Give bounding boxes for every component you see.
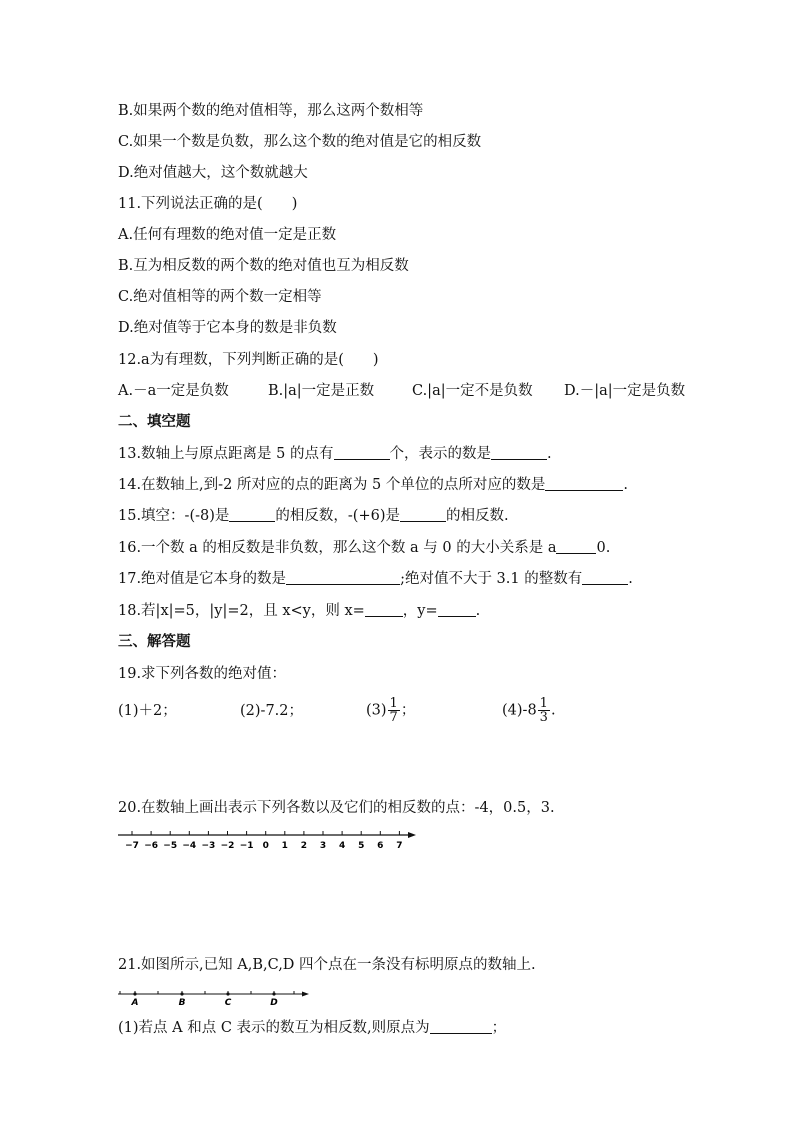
q18-blank-x[interactable] (365, 602, 403, 617)
q19-item-4-denominator: 3 (539, 710, 548, 725)
q17-text-1: 17.绝对值是它本身的数是 (118, 571, 287, 587)
q19-item-3 (366, 697, 502, 724)
q20-number-line[interactable] (110, 826, 430, 856)
q20-axis-label: 2 (300, 841, 308, 851)
q12-option-d: D.－|a|一定是负数 (564, 383, 686, 399)
q19-item-3-suffix: ； (400, 702, 416, 719)
q21-point-label-c: C (224, 998, 232, 1008)
q16-text-1: 16.一个数 a 的相反数是非负数，那么这个数 a 与 0 的大小关系是 a (118, 540, 557, 556)
q14 (118, 475, 628, 495)
q15-text-2: 的相反数，-(+6)是 (275, 508, 400, 524)
q11-stem: 11.下列说法正确的是( ) (118, 196, 298, 212)
q20-axis-label: 7 (396, 841, 403, 851)
q20-axis-label: −4 (182, 841, 197, 851)
q19-item-4-suffix: . (550, 702, 556, 719)
q21-number-line (116, 986, 316, 1008)
q10-option-c: C.如果一个数是负数，那么这个数的绝对值是它的相反数 (118, 134, 482, 150)
q19-item-1: (1)＋2； (118, 702, 177, 719)
q19-item-3-denominator: 7 (389, 710, 398, 725)
q21-part-1-text-2: ； (491, 1020, 507, 1036)
section-answer-heading: 三、解答题 (118, 634, 191, 650)
q20-axis-label: 4 (338, 841, 346, 851)
q16 (118, 538, 610, 558)
q13 (118, 444, 552, 464)
q17 (118, 569, 633, 589)
q13-blank-1[interactable] (334, 445, 390, 460)
q18-blank-y[interactable] (438, 602, 476, 617)
q19-item-3-fraction (388, 697, 400, 724)
q20-stem: 20.在数轴上画出表示下列各数以及它们的相反数的点：-4，0.5，3. (118, 800, 555, 816)
q19-item-4-numerator: 1 (539, 696, 548, 711)
q20-axis-label: −7 (125, 841, 139, 851)
q20-axis-label: 0 (262, 841, 269, 851)
q21-point-label-b: B (178, 998, 186, 1008)
q21-point-b (180, 992, 183, 995)
q21-point-d (272, 992, 275, 995)
q15-text-3: 的相反数. (446, 508, 509, 524)
q12-option-c: C.|a|一定不是负数 (412, 383, 533, 399)
q20-axis-label: 5 (358, 841, 365, 851)
q14-text-2: . (623, 477, 628, 493)
section-fill-in-heading: 二、填空题 (118, 414, 191, 430)
q16-text-2: 0. (596, 540, 611, 556)
q10-option-b: B.如果两个数的绝对值相等，那么这两个数相等 (118, 103, 424, 119)
q11-option-a: A.任何有理数的绝对值一定是正数 (118, 227, 337, 243)
q13-text-1: 13.数轴上与原点距离是 5 的点有 (118, 446, 334, 462)
q13-text-2: 个，表示的数是 (389, 446, 492, 462)
q20-axis-label: −5 (163, 841, 178, 851)
q11-option-b: B.互为相反数的两个数的绝对值也互为相反数 (118, 258, 409, 274)
q20-axis-label: −1 (239, 841, 254, 851)
q19-item-3-label: (3) (366, 702, 387, 719)
q21-point-label-a: A (131, 998, 139, 1008)
q20-axis-label: −3 (201, 841, 216, 851)
q21-stem: 21.如图所示,已知 A,B,C,D 四个点在一条没有标明原点的数轴上. (118, 957, 536, 973)
q13-text-3: . (547, 446, 552, 462)
q21-part-1 (118, 1018, 506, 1038)
q20-axis-label: 3 (319, 841, 327, 851)
q11-option-d: D.绝对值等于它本身的数是非负数 (118, 320, 337, 336)
q20-axis-label: 1 (281, 841, 288, 851)
q12-option-b: B.|a|一定是正数 (268, 383, 375, 399)
q15 (118, 506, 509, 526)
q19-items (118, 697, 556, 733)
q20-axis-label: −2 (220, 841, 235, 851)
q11-option-c: C.绝对值相等的两个数一定相等 (118, 289, 322, 305)
q19-item-2: (2)-7.2； (240, 702, 303, 719)
q14-blank[interactable] (545, 476, 623, 491)
q19-item-3-numerator: 1 (389, 696, 398, 711)
q20-axis-label: −6 (144, 841, 159, 851)
q21-point-c (226, 992, 229, 995)
q18 (118, 601, 480, 621)
q17-text-2: ;绝对值不大于 3.1 的整数有 (400, 571, 583, 587)
q17-blank-2[interactable] (582, 570, 628, 585)
q19-item-4-fraction (538, 697, 550, 724)
q16-blank[interactable] (556, 539, 596, 554)
q12-stem: 12.a为有理数，下列判断正确的是( ) (118, 352, 379, 368)
q15-text-1: 15.填空：-(-8)是 (118, 508, 230, 524)
q15-blank-2[interactable] (400, 507, 446, 522)
q19-item-4-label: (4)-8 (502, 702, 537, 719)
q18-text-3: . (475, 603, 481, 619)
q18-text-2: ，y= (402, 603, 438, 619)
q21-part-1-text-1: (1)若点 A 和点 C 表示的数互为相反数,则原点为 (118, 1020, 430, 1036)
q19-stem: 19.求下列各数的绝对值： (118, 666, 287, 682)
q15-blank-1[interactable] (229, 507, 275, 522)
q21-point-a (133, 992, 136, 995)
q12-option-a: A.－a一定是负数 (118, 383, 229, 399)
q17-blank-1[interactable] (286, 570, 400, 585)
q14-text-1: 14.在数轴上,到-2 所对应的点的距离为 5 个单位的点所对应的数是 (118, 477, 546, 493)
q21-point-label-d: D (270, 998, 278, 1008)
q21-part-1-blank[interactable] (430, 1019, 492, 1034)
q18-text-1: 18.若|x|=5，|y|=2，且 x<y，则 x= (118, 603, 365, 619)
q12-options (118, 381, 685, 401)
q20-axis-label: 6 (377, 841, 384, 851)
q19-item-4 (502, 697, 556, 724)
q13-blank-2[interactable] (491, 445, 547, 460)
q17-text-3: . (628, 571, 633, 587)
q10-option-d: D.绝对值越大，这个数就越大 (118, 165, 308, 181)
